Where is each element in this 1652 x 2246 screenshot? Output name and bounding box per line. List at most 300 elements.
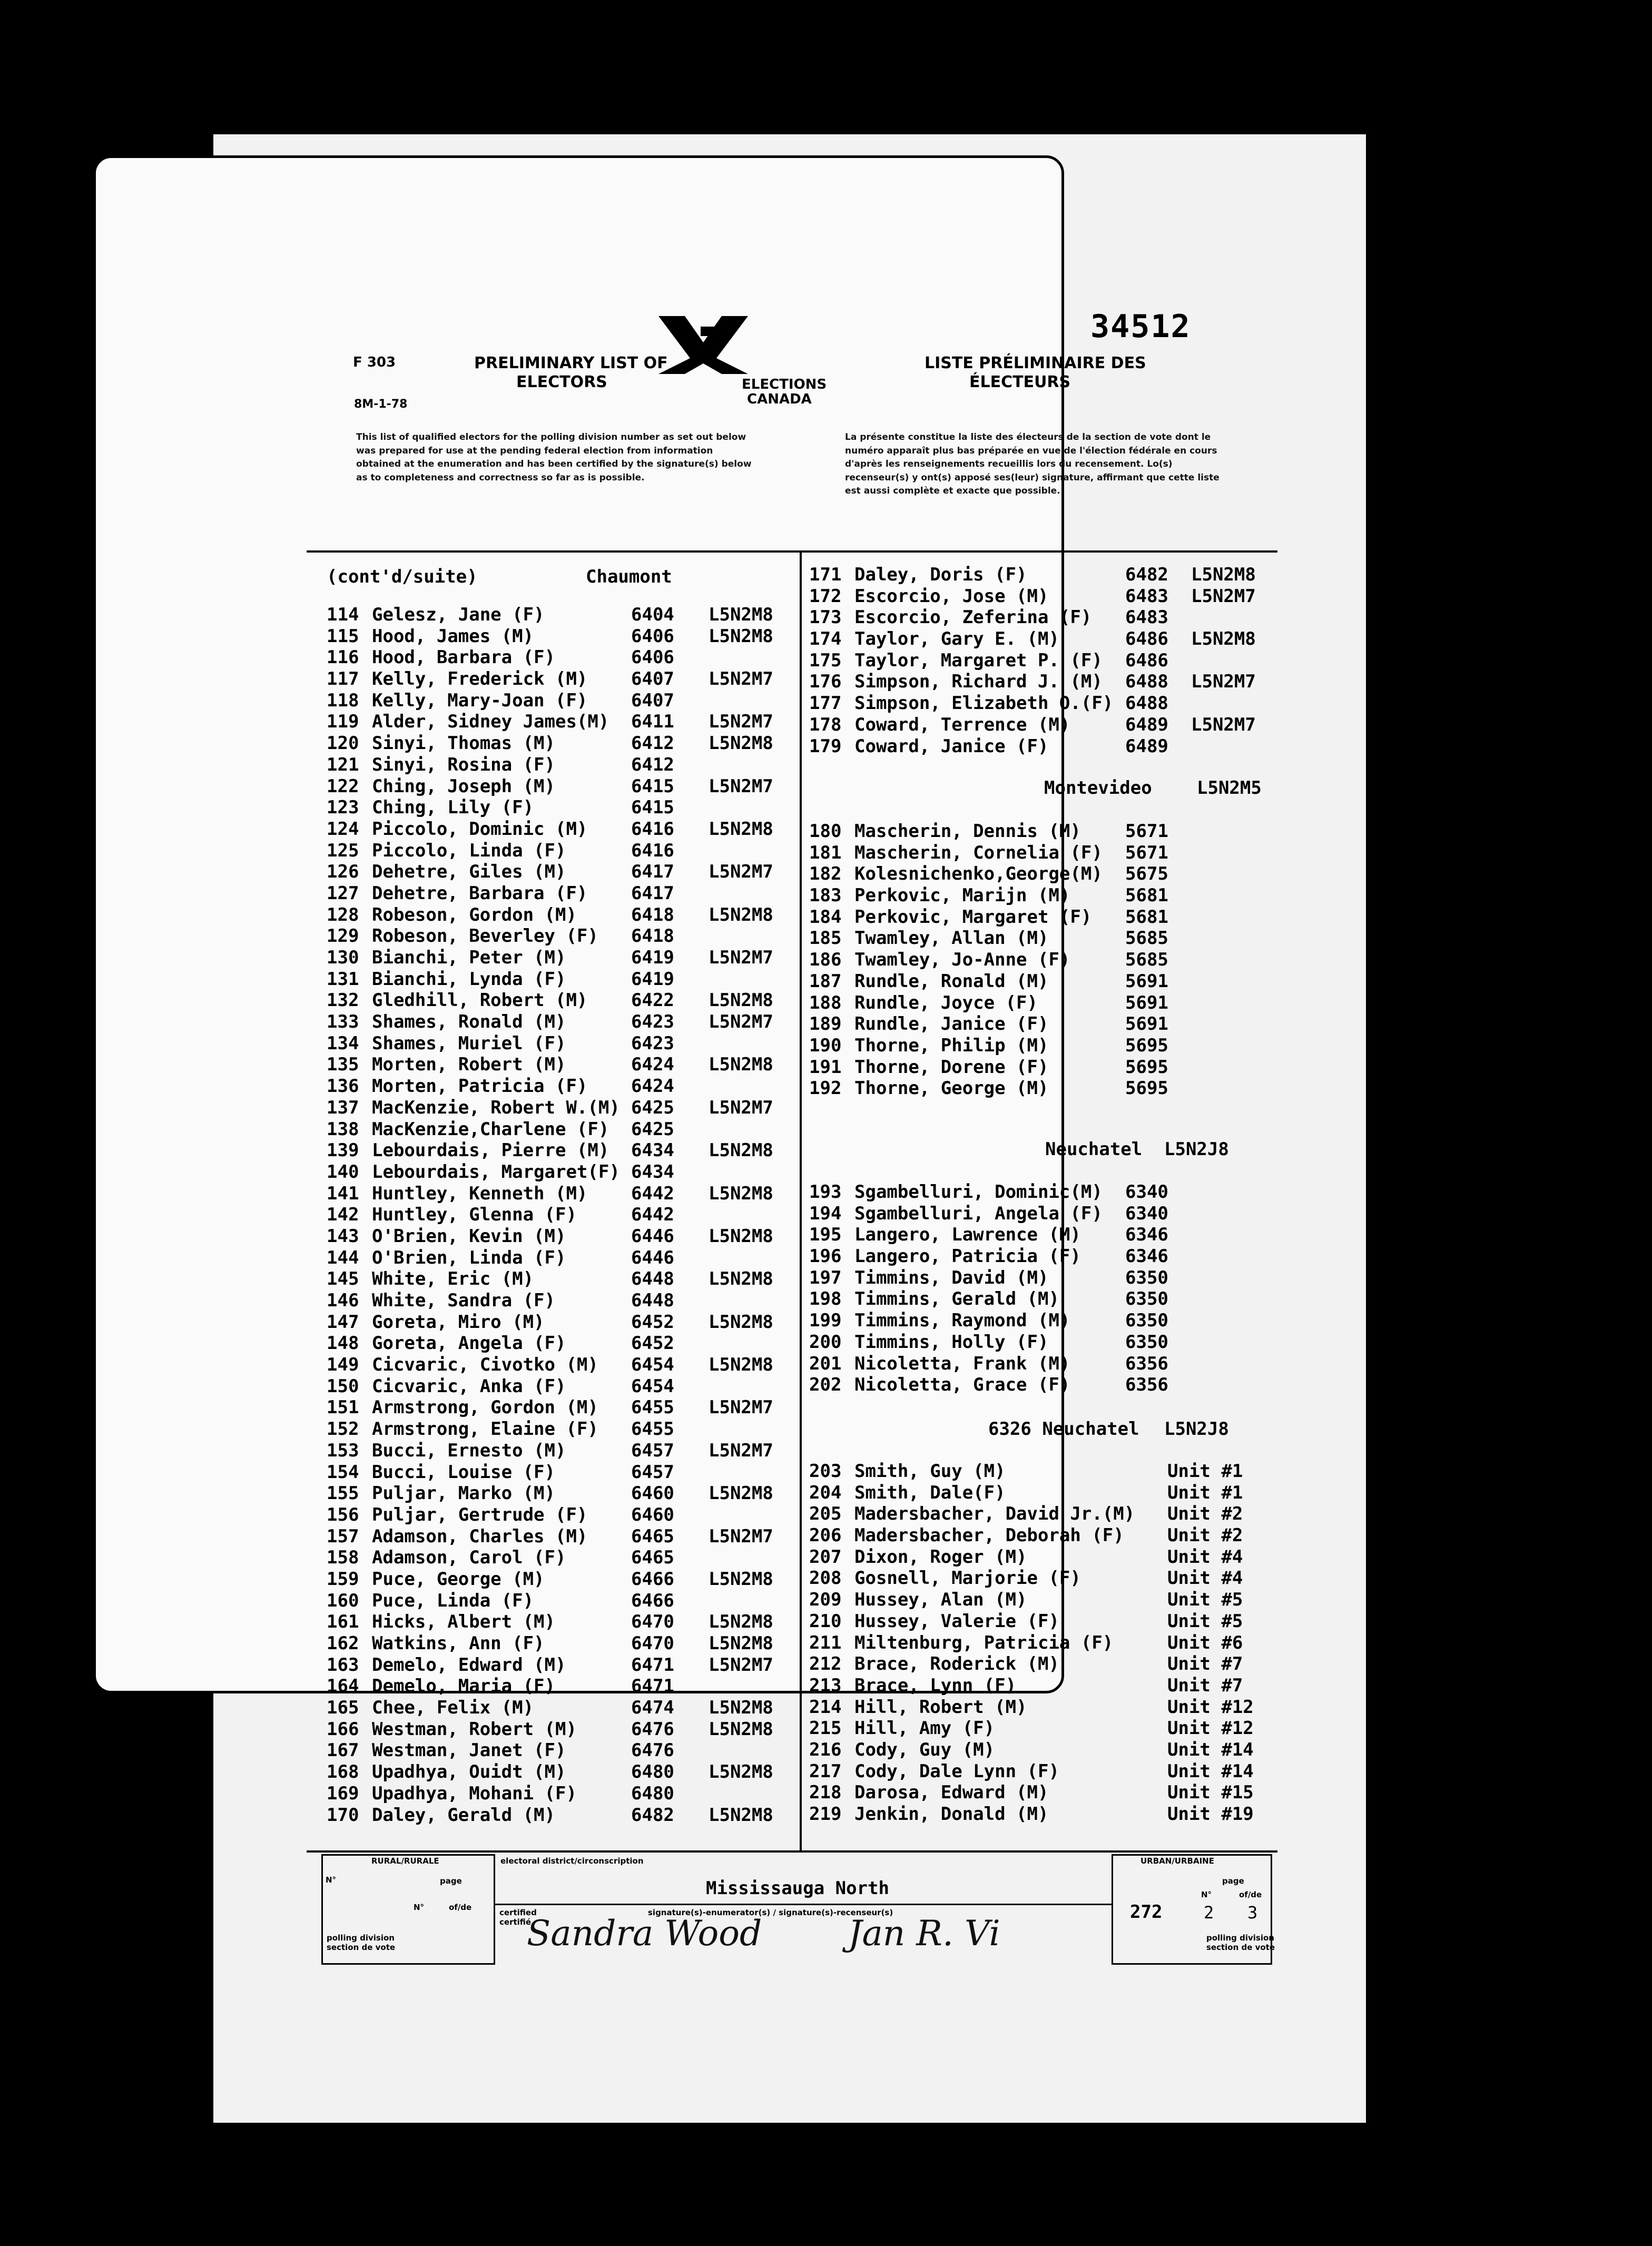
elector-name: Simpson, Richard J. (M) [854,671,1103,693]
street-number: 6476 [631,1740,674,1761]
street-number: 6470 [631,1611,674,1633]
elector-row [327,1462,790,1483]
elector-row [327,1376,790,1397]
street-number: 6471 [631,1654,674,1676]
elector-name: Timmins, David (M) [854,1267,1049,1288]
elector-row [809,971,1273,992]
elector-name: Timmins, Raymond (M) [854,1310,1070,1332]
postal-code: L5N2M7 [709,711,773,733]
elector-name: Piccolo, Linda (F) [372,840,566,861]
elector-number: 174 [809,628,842,650]
postal-code: L5N2M7 [709,861,773,883]
elector-row [809,1035,1273,1057]
elector-number: 200 [809,1331,842,1353]
elector-row [327,1440,790,1462]
street-number: Unit #4 [1167,1568,1243,1589]
elector-name: Puljar, Gertrude (F) [372,1504,588,1525]
elector-number: 180 [809,821,842,842]
elector-name: Daley, Doris (F) [854,564,1027,585]
street-number: 6404 [631,604,674,625]
elector-name: Twamley, Allan (M) [854,928,1049,949]
street-number: 5685 [1125,928,1168,949]
elector-row [809,628,1273,650]
street-number: 6425 [631,1118,674,1140]
elector-number: 212 [809,1653,842,1675]
street-number: Unit #5 [1167,1589,1243,1611]
elector-row [809,1353,1273,1375]
elector-number: 154 [327,1461,359,1483]
rural-section-label: section de vote [327,1943,396,1952]
elector-row [809,1246,1273,1267]
street-number: 5671 [1125,821,1168,842]
elector-name: Lebourdais, Pierre (M) [372,1140,609,1161]
street-number: 6488 [1125,671,1168,693]
elector-row [809,1057,1273,1078]
postal-code: L5N2M7 [709,1397,773,1418]
elector-row [327,1097,790,1119]
elector-row [809,928,1273,949]
district-underline [495,1904,1112,1905]
elector-number: 179 [809,735,842,757]
street-number: 6446 [631,1247,674,1268]
elector-name: Perkovic, Margaret (F) [854,906,1092,928]
postal-code: L5N2M8 [709,904,773,925]
elector-row [809,1782,1273,1804]
elector-name: Kelly, Frederick (M) [372,668,588,690]
elector-row [327,1783,790,1805]
elector-name: Miltenburg, Patricia (F) [854,1632,1114,1653]
street-number: 6489 [1125,714,1168,735]
elector-name: Gosnell, Marjorie (F) [854,1568,1081,1589]
elector-row [327,1805,790,1826]
elector-row [809,885,1273,907]
elector-name: Dehetre, Barbara (F) [372,882,588,904]
elector-number: 216 [809,1739,842,1760]
elector-name: Darosa, Edward (M) [854,1782,1049,1804]
elector-number: 207 [809,1546,842,1568]
elector-number: 130 [327,947,359,968]
elector-name: Dehetre, Giles (M) [372,861,566,883]
elector-row [327,1312,790,1333]
elector-name: Smith, Dale(F) [854,1482,1006,1503]
street-number: 6470 [631,1633,674,1654]
elector-name: Gelesz, Jane (F) [372,604,545,625]
street-number: 6423 [631,1011,674,1033]
electors-list-right-3 [809,1181,1273,1396]
elector-number: 132 [327,990,359,1011]
street-number: 6411 [631,711,674,733]
elector-number: 119 [327,711,359,733]
elector-row [809,842,1273,864]
street-number: 6457 [631,1461,674,1483]
elector-row [809,1804,1273,1825]
elector-number: 169 [327,1782,359,1804]
elector-number: 122 [327,775,359,797]
elector-row [809,1461,1273,1482]
street-number: Unit #7 [1167,1674,1243,1696]
street-number: 6419 [631,947,674,968]
street-number: 5681 [1125,885,1168,907]
street-number: 6488 [1125,693,1168,714]
street-number: 6446 [631,1225,674,1247]
elector-number: 142 [327,1204,359,1226]
elector-number: 157 [327,1525,359,1547]
street-number: 6482 [1125,564,1168,585]
elector-name: Thorne, Philip (M) [854,1035,1049,1056]
elector-name: Escorcio, Zeferina (F) [854,607,1092,628]
elector-number: 203 [809,1461,842,1482]
street-number: 6483 [1125,585,1168,607]
street-number: 6434 [631,1140,674,1161]
elector-number: 147 [327,1311,359,1333]
elector-row [327,1161,790,1183]
elector-name: Hill, Amy (F) [854,1718,995,1739]
postal-code: L5N2M8 [709,1697,773,1719]
elector-name: Sgambelluri, Angela (F) [854,1203,1103,1224]
elector-row [809,821,1273,842]
elector-name: Puce, George (M) [372,1568,545,1590]
postal-code: L5N2M7 [709,1525,773,1547]
elector-row [809,1482,1273,1504]
elector-name: Mascherin, Dennis (M) [854,821,1081,842]
street-number: Unit #19 [1167,1804,1254,1825]
street-number: 6460 [631,1483,674,1504]
signature-label: signature(s)-enumerator(s) / signature(s)-recenseur(s) [648,1908,893,1917]
elector-number: 127 [327,882,359,904]
street-number: 6416 [631,840,674,861]
elector-name: Timmins, Holly (F) [854,1331,1049,1353]
elector-name: Westman, Robert (M) [372,1718,577,1740]
elector-number: 168 [327,1761,359,1783]
elector-name: Hussey, Alan (M) [854,1589,1027,1611]
street-neuchatel-postal: L5N2J8 [1164,1139,1229,1160]
postal-code: L5N2M8 [709,1140,773,1161]
elector-number: 176 [809,671,842,693]
street-number: 6423 [631,1032,674,1054]
enumerator-signature-1: Sandra Wood [527,1913,762,1954]
elector-name: Mascherin, Cornelia (F) [854,842,1103,863]
postal-code: L5N2M8 [709,1054,773,1076]
elector-row [809,1310,1273,1332]
postal-code: L5N2M8 [709,990,773,1011]
elector-row [327,733,790,754]
elector-number: 148 [327,1333,359,1354]
logo-text-canada: CANADA [747,391,812,407]
elector-number: 193 [809,1181,842,1203]
certifie-label: certifié [499,1917,532,1927]
elector-name: Langero, Lawrence (M) [854,1224,1081,1246]
street-number: 6425 [631,1097,674,1118]
elector-number: 155 [327,1483,359,1504]
elector-row [327,1354,790,1376]
elector-row [327,1076,790,1097]
street-number: 6346 [1125,1246,1168,1267]
elector-name: Kelly, Mary-Joan (F) [372,689,588,711]
elector-row [809,907,1273,928]
elector-name: Bianchi, Lynda (F) [372,968,566,990]
elector-row [809,1013,1273,1035]
elector-number: 160 [327,1590,359,1611]
street-number: 6460 [631,1504,674,1525]
street-number: 6419 [631,968,674,990]
postal-code: L5N2M7 [709,668,773,690]
street-number: 5695 [1125,1078,1168,1099]
elector-row [327,1483,790,1504]
elector-name: Nicoletta, Frank (M) [854,1353,1070,1374]
elector-number: 152 [327,1418,359,1440]
elector-row [327,1204,790,1226]
elector-number: 133 [327,1011,359,1033]
postal-code: L5N2M7 [709,1654,773,1676]
postal-code: L5N2M8 [1191,628,1256,650]
elector-row [809,1589,1273,1611]
elector-number: 139 [327,1140,359,1161]
elector-name: Coward, Terrence (M) [854,714,1070,735]
electors-list-left [327,604,790,1826]
street-number: 5695 [1125,1035,1168,1056]
elector-row [327,1268,790,1290]
rural-page-no-label: N° [414,1903,425,1912]
urban-page-label: page [1222,1876,1244,1886]
elector-row [327,1397,790,1418]
elector-number: 140 [327,1161,359,1183]
street-number: 6480 [631,1782,674,1804]
elector-number: 201 [809,1353,842,1374]
elector-name: Cicvaric, Anka (F) [372,1375,566,1397]
street-number: 6412 [631,754,674,775]
street-montevideo: Montevideo [1044,777,1152,799]
street-number: 6448 [631,1268,674,1290]
street-number: 5695 [1125,1056,1168,1078]
street-number: 6415 [631,775,674,797]
postal-code: L5N2M7 [709,1440,773,1461]
elector-name: Rundle, Janice (F) [854,1013,1049,1035]
rural-polling-label: polling division [327,1933,395,1943]
street-number: 6340 [1125,1203,1168,1224]
elector-name: Shames, Muriel (F) [372,1032,566,1054]
continued-heading: (cont'd/suite) [327,566,478,587]
elector-row [327,1590,790,1612]
elector-number: 117 [327,668,359,690]
page-total: 3 [1247,1903,1258,1923]
elector-row [809,564,1273,586]
elector-name: Chee, Felix (M) [372,1697,534,1719]
elector-number: 129 [327,925,359,947]
elector-number: 181 [809,842,842,863]
elector-number: 195 [809,1224,842,1246]
street-number: 6483 [1125,607,1168,628]
street-number: 6417 [631,882,674,904]
postal-code: L5N2M8 [709,604,773,625]
elector-row [327,647,790,668]
elector-number: 167 [327,1740,359,1761]
elector-row [327,840,790,862]
title-en-line2: ELECTORS [516,373,607,391]
street-number: 5685 [1125,949,1168,971]
elector-number: 128 [327,904,359,925]
postal-code: L5N2M7 [709,1011,773,1033]
elector-name: Armstrong, Elaine (F) [372,1418,598,1440]
logo-text-elections: ELECTIONS [742,377,827,392]
elector-number: 143 [327,1225,359,1247]
elector-row [809,1653,1273,1675]
elector-name: Cody, Dale Lynn (F) [854,1760,1059,1782]
postal-code: L5N2M8 [709,1761,773,1783]
elector-name: Perkovic, Marijn (M) [854,885,1070,907]
elector-number: 166 [327,1718,359,1740]
elector-number: 116 [327,647,359,668]
elector-name: Sgambelluri, Dominic(M) [854,1181,1103,1203]
street-number: Unit #6 [1167,1632,1243,1653]
postal-code: L5N2M7 [1191,585,1256,607]
elector-name: Jenkin, Donald (M) [854,1804,1049,1825]
elector-number: 191 [809,1056,842,1078]
elector-row [327,1761,790,1783]
postal-code: L5N2M8 [709,1268,773,1290]
elector-number: 177 [809,693,842,714]
postal-code: L5N2M7 [709,1097,773,1118]
urban-section-label: section de vote [1206,1943,1275,1952]
elector-name: Bucci, Louise (F) [372,1461,555,1483]
elector-row [327,690,790,712]
elector-number: 141 [327,1183,359,1204]
elector-row [327,1226,790,1247]
elector-row [327,1183,790,1205]
notice-french: La présente constitue la liste des électeurs de la section de vote dont le numéro apparaît plus bas préparée en vue de l'élection fédérale en cours d'après les renseignements recueillis lors du recensement. Lo(s) recenseur(s) y ont(s) apposé ses(leur) signature, affirmant que cette liste est aussi complète et exacte que possible. [845,432,1220,496]
street-number: 6406 [631,647,674,668]
elector-row [327,604,790,626]
elector-row [327,797,790,819]
street-number: Unit #12 [1167,1696,1254,1718]
elector-number: 197 [809,1267,842,1288]
elector-row [809,1203,1273,1225]
elector-number: 202 [809,1374,842,1396]
street-chaumont: Chaumont [586,566,672,587]
elector-row [327,990,790,1011]
elector-row [327,1547,790,1569]
elector-row [327,1140,790,1161]
postal-code: L5N2M7 [709,775,773,797]
elector-row [327,1569,790,1590]
elector-number: 173 [809,607,842,628]
elector-number: 158 [327,1547,359,1569]
elector-name: Adamson, Carol (F) [372,1547,566,1569]
postal-code: L5N2M7 [1191,671,1256,693]
elector-row [327,776,790,797]
elector-name: Bianchi, Peter (M) [372,947,566,968]
street-number: 6482 [631,1804,674,1826]
elector-name: Piccolo, Dominic (M) [372,818,588,840]
elector-row [809,1332,1273,1353]
street-number: Unit #2 [1167,1503,1243,1525]
street-number: 6452 [631,1333,674,1354]
street-number: 6442 [631,1183,674,1204]
elector-name: Sinyi, Rosina (F) [372,754,555,775]
elector-name: Simpson, Elizabeth O.(F) [854,693,1114,714]
elector-row [327,861,790,883]
elector-row [809,1288,1273,1310]
elector-row [327,969,790,990]
elector-name: Rundle, Joyce (F) [854,992,1038,1013]
elector-name: Goreta, Miro (M) [372,1311,545,1333]
elector-row [809,1718,1273,1739]
elector-row [809,1503,1273,1525]
street-number: 6418 [631,904,674,925]
street-number: 6350 [1125,1267,1168,1288]
street-number: Unit #1 [1167,1461,1243,1482]
elector-row [809,992,1273,1014]
elector-name: Demelo, Maria (F) [372,1676,555,1697]
street-number: 6424 [631,1076,674,1097]
elector-number: 126 [327,861,359,883]
elector-name: Hicks, Albert (M) [372,1611,555,1633]
postal-code: L5N2M8 [709,1183,773,1204]
postal-code: L5N2M8 [709,1718,773,1740]
elector-row [327,1011,790,1033]
urban-no-label: N° [1201,1890,1212,1899]
elector-name: Nicoletta, Grace (F) [854,1374,1070,1396]
certified-label: certified [499,1908,537,1917]
elector-name: Twamley, Jo-Anne (F) [854,949,1070,971]
street-number: 6466 [631,1590,674,1611]
elector-number: 150 [327,1375,359,1397]
postal-code: L5N2M8 [709,1611,773,1633]
street-montevideo-postal: L5N2M5 [1197,777,1262,799]
elector-name: Lebourdais, Margaret(F) [372,1161,620,1183]
elector-name: Robeson, Gordon (M) [372,904,577,925]
elector-number: 138 [327,1118,359,1140]
elector-number: 120 [327,733,359,754]
elector-name: Cody, Guy (M) [854,1739,995,1760]
elector-number: 187 [809,970,842,992]
elector-number: 146 [327,1290,359,1311]
street-number: 6406 [631,625,674,647]
street-number: 5675 [1125,863,1168,885]
district-label: electoral district/circonscription [500,1856,644,1866]
elector-row [809,1546,1273,1568]
elector-row [327,1119,790,1140]
elector-number: 219 [809,1804,842,1825]
elector-name: White, Eric (M) [372,1268,534,1290]
elector-name: Madersbacher, Deborah (F) [854,1525,1124,1546]
elector-name: Kolesnichenko,George(M) [854,863,1103,885]
street-number: 6415 [631,797,674,819]
elector-number: 151 [327,1397,359,1418]
rural-of-label: of/de [449,1903,472,1912]
elector-name: White, Sandra (F) [372,1290,555,1311]
elector-number: 185 [809,928,842,949]
serial-number: 34512 [1090,308,1191,345]
elector-row [327,711,790,733]
street-neuchatel: Neuchatel [1045,1139,1143,1160]
elector-row [809,1632,1273,1654]
elector-name: Coward, Janice (F) [854,735,1049,757]
urban-of-label: of/de [1239,1890,1262,1899]
elector-row [809,1525,1273,1546]
elector-name: Upadhya, Mohani (F) [372,1782,577,1804]
elector-name: Sinyi, Thomas (M) [372,733,555,754]
elector-name: Huntley, Glenna (F) [372,1204,577,1226]
elector-name: Bucci, Ernesto (M) [372,1440,566,1461]
form-code: F 303 [353,354,396,370]
street-number: Unit #12 [1167,1718,1254,1739]
street-number: 6350 [1125,1310,1168,1332]
elector-number: 210 [809,1610,842,1632]
street-number: 6480 [631,1761,674,1783]
elector-row [327,1676,790,1697]
elector-number: 184 [809,906,842,928]
elector-number: 214 [809,1696,842,1718]
